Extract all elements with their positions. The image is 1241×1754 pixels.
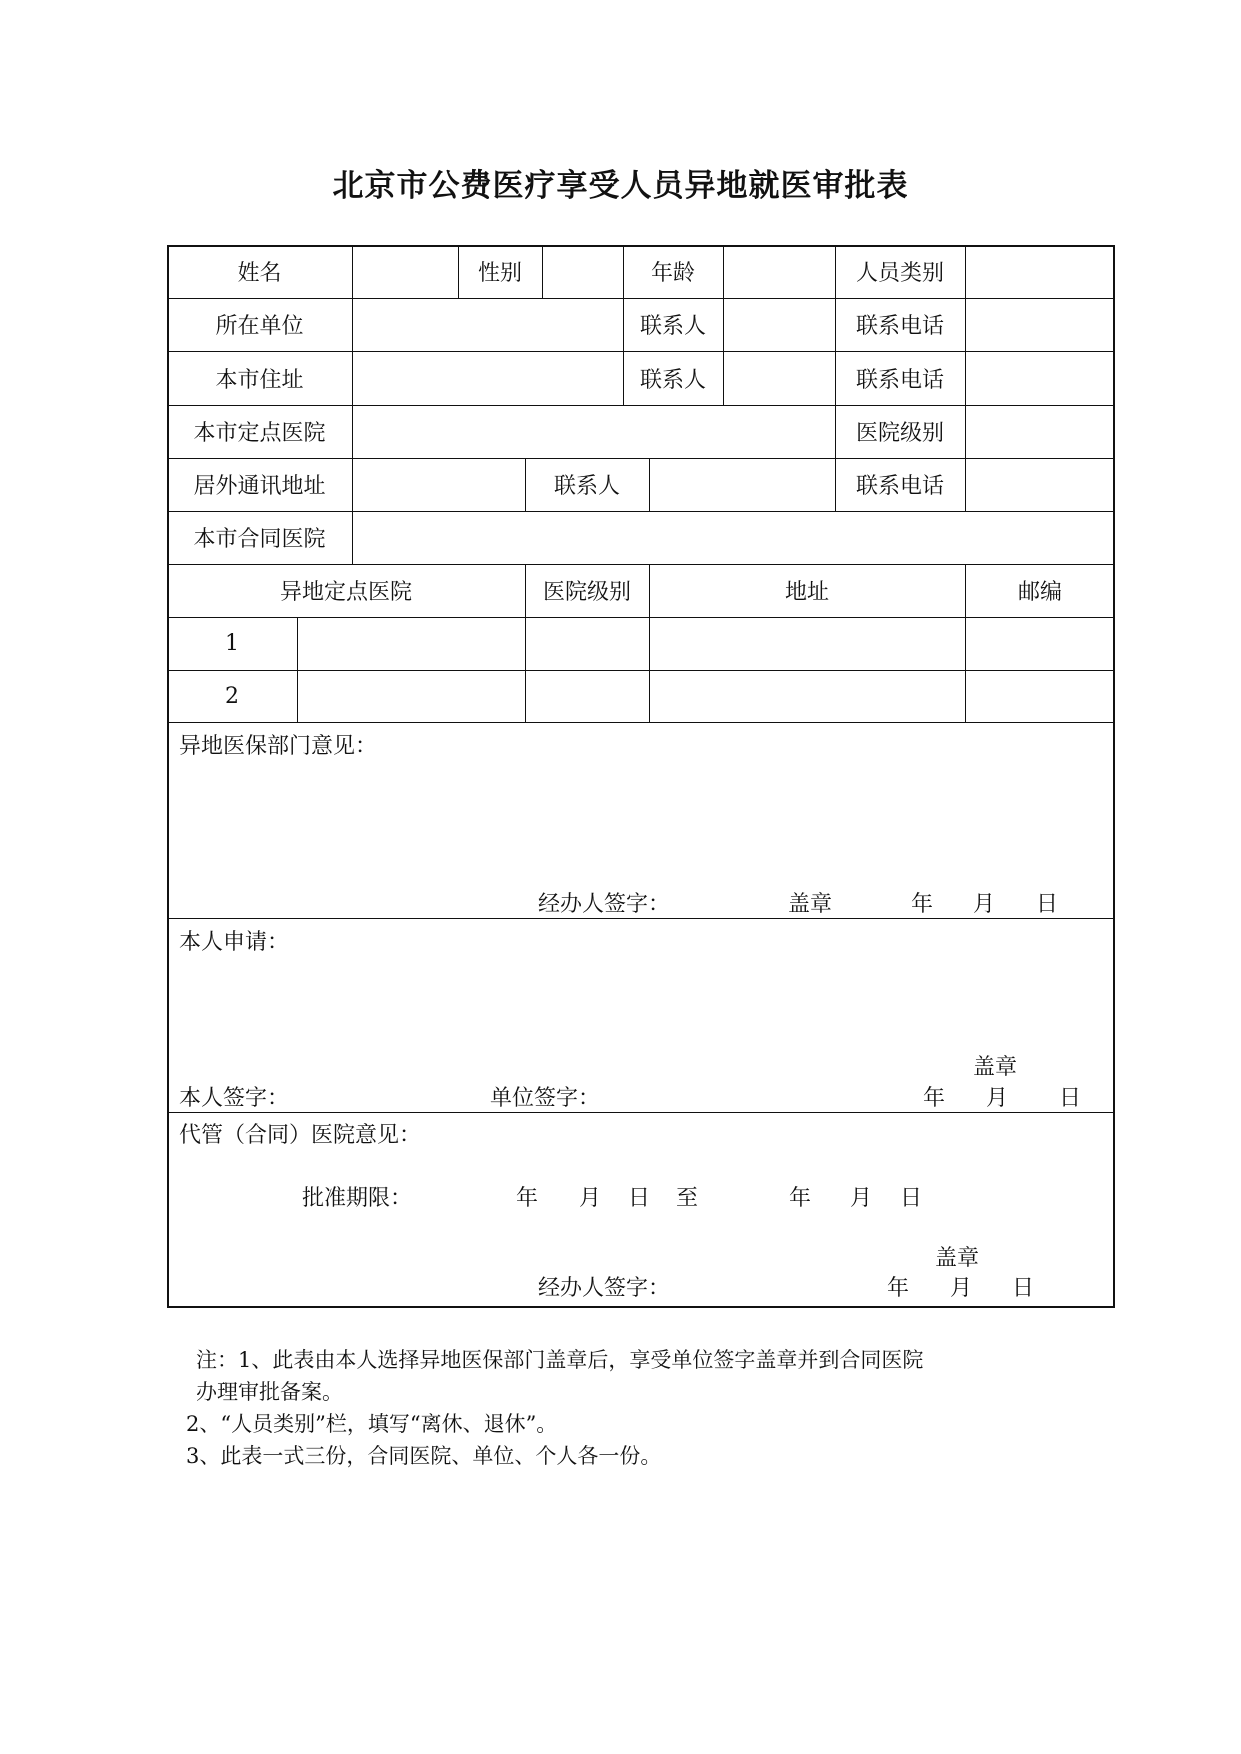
age-field[interactable] <box>724 245 835 298</box>
start-year-label: 年 <box>516 1186 539 1211</box>
note-line: 2、“人员类别”栏，填写“离休、退休”。 <box>186 1412 558 1436</box>
gender-field[interactable] <box>543 245 623 298</box>
to-label: 至 <box>676 1186 699 1211</box>
address-field[interactable] <box>353 351 623 405</box>
category-label: 人员类别 <box>855 261 944 286</box>
unit-label: 所在单位 <box>215 314 304 339</box>
month-label: 月 <box>973 892 996 917</box>
contract-hospital-field[interactable] <box>353 511 1115 564</box>
category-field[interactable] <box>966 245 1115 298</box>
year-label: 年 <box>911 892 934 917</box>
remote-level-header: 医院级别 <box>542 580 631 605</box>
remote-row-number: 1 <box>225 631 239 656</box>
outside-address-field[interactable] <box>353 458 525 511</box>
year-label: 年 <box>923 1086 946 1111</box>
start-day-label: 日 <box>628 1186 651 1211</box>
address-contact-field[interactable] <box>724 351 835 405</box>
unit-phone-label: 联系电话 <box>855 314 944 339</box>
address-contact-label: 联系人 <box>639 367 706 393</box>
seal-label: 盖章 <box>788 892 833 917</box>
contract-hospital-label: 本市合同医院 <box>193 527 326 552</box>
end-year-label: 年 <box>789 1186 812 1211</box>
name-label: 姓名 <box>237 261 282 286</box>
section-divider <box>167 1112 1115 1113</box>
self-application-label: 本人申请： <box>179 930 290 955</box>
remote-hospital-field[interactable] <box>298 617 525 670</box>
address-phone-field[interactable] <box>966 351 1115 405</box>
remote-dept-opinion-label: 异地医保部门意见： <box>179 734 378 759</box>
remote-row-number: 2 <box>225 683 239 709</box>
remote-postcode-field[interactable] <box>966 617 1115 670</box>
age-label: 年龄 <box>650 261 695 286</box>
day-label: 日 <box>1036 892 1059 917</box>
outside-phone-label: 联系电话 <box>855 474 944 499</box>
address-label: 本市住址 <box>215 367 304 393</box>
day-label: 日 <box>1059 1086 1082 1111</box>
unit-contact-field[interactable] <box>724 298 835 351</box>
name-field[interactable] <box>353 245 458 298</box>
outside-phone-field[interactable] <box>966 458 1115 511</box>
month-label: 月 <box>950 1276 973 1301</box>
remote-hospital-header: 异地定点医院 <box>279 580 412 605</box>
outside-address-label: 居外通讯地址 <box>193 474 326 499</box>
contract-hospital-opinion-label: 代管（合同）医院意见： <box>179 1123 422 1148</box>
end-month-label: 月 <box>850 1186 873 1211</box>
outside-contact-label: 联系人 <box>553 474 620 499</box>
month-label: 月 <box>986 1086 1009 1111</box>
year-label: 年 <box>887 1276 910 1301</box>
local-hospital-field[interactable] <box>353 405 835 458</box>
address-phone-label: 联系电话 <box>855 367 944 393</box>
approval-form <box>167 245 1115 1308</box>
handler-sign-label: 经办人签字： <box>538 1276 671 1301</box>
remote-address-header: 地址 <box>784 580 829 605</box>
remote-postcode-header: 邮编 <box>1017 580 1062 605</box>
unit-field[interactable] <box>353 298 623 351</box>
seal-label: 盖章 <box>973 1055 1018 1080</box>
local-hospital-label: 本市定点医院 <box>193 421 326 446</box>
seal-label: 盖章 <box>935 1246 980 1271</box>
row-divider <box>167 722 1115 723</box>
unit-phone-field[interactable] <box>966 298 1115 351</box>
hospital-level-field[interactable] <box>966 405 1115 458</box>
remote-address-field[interactable] <box>650 670 965 722</box>
remote-level-field[interactable] <box>526 617 649 670</box>
hospital-level-label: 医院级别 <box>855 421 944 446</box>
unit-contact-label: 联系人 <box>639 314 706 339</box>
outside-contact-field[interactable] <box>650 458 835 511</box>
remote-level-field[interactable] <box>526 670 649 722</box>
page-title: 北京市公费医疗享受人员异地就医审批表 <box>332 168 909 204</box>
gender-label: 性别 <box>477 261 522 286</box>
note-line: 注：1、此表由本人选择异地医保部门盖章后，享受单位签字盖章并到合同医院 <box>196 1348 924 1372</box>
remote-postcode-field[interactable] <box>966 670 1115 722</box>
note-line: 3、此表一式三份，合同医院、单位、个人各一份。 <box>186 1444 662 1468</box>
unit-sign-label: 单位签字： <box>490 1086 601 1111</box>
approval-period-label: 批准期限： <box>302 1186 413 1211</box>
remote-address-field[interactable] <box>650 617 965 670</box>
end-day-label: 日 <box>900 1186 923 1211</box>
note-line: 办理审批备案。 <box>196 1380 343 1404</box>
handler-sign-label: 经办人签字： <box>538 892 671 917</box>
self-sign-label: 本人签字： <box>179 1086 290 1111</box>
section-divider <box>167 918 1115 919</box>
day-label: 日 <box>1012 1276 1035 1301</box>
remote-hospital-field[interactable] <box>298 670 525 722</box>
start-month-label: 月 <box>579 1186 602 1211</box>
